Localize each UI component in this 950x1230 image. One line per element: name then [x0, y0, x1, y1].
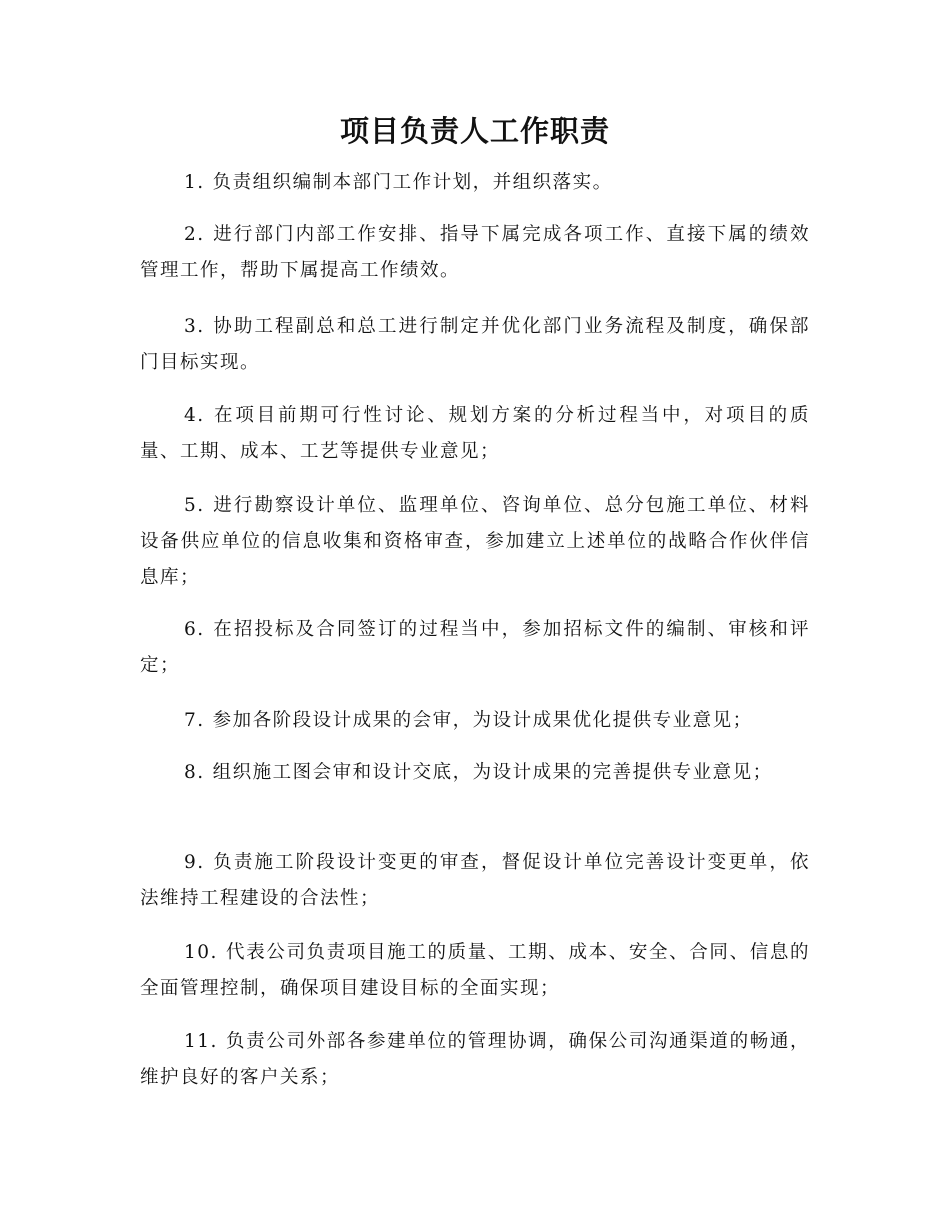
duty-item-7 — [140, 703, 810, 739]
duty-item-9 — [140, 845, 810, 917]
item-text: 进行部门内部工作安排、指导下属完成各项工作、直接下属的绩效管理工作，帮助下属提高工作绩效。 — [140, 224, 810, 281]
document-title: 项目负责人工作职责 — [339, 114, 610, 148]
item-number: 6. — [184, 619, 205, 640]
item-number: 1. — [184, 172, 205, 193]
item-text: 负责施工阶段设计变更的审查，督促设计单位完善设计变更单，依法维持工程建设的合法性； — [140, 852, 810, 909]
item-number: 11. — [184, 1031, 218, 1052]
duty-item-1 — [140, 165, 810, 201]
duty-item-11 — [140, 1024, 810, 1096]
item-text: 负责公司外部各参建单位的管理协调，确保公司沟通渠道的畅通，维护良好的客户关系； — [140, 1031, 810, 1088]
duty-item-6 — [140, 612, 810, 684]
item-number: 7. — [184, 710, 205, 731]
item-number: 9. — [184, 852, 205, 873]
duty-item-3 — [140, 309, 810, 381]
item-number: 4. — [184, 405, 205, 426]
item-number: 3. — [184, 316, 205, 337]
duty-item-5 — [140, 488, 810, 596]
item-text: 协助工程副总和总工进行制定并优化部门业务流程及制度，确保部门目标实现。 — [140, 316, 810, 373]
duty-item-10 — [140, 935, 810, 1007]
item-number: 2. — [184, 224, 205, 245]
duty-item-4 — [140, 398, 810, 470]
item-text: 参加各阶段设计成果的会审，为设计成果优化提供专业意见； — [212, 710, 753, 731]
item-text: 在招投标及合同签订的过程当中，参加招标文件的编制、审核和评定； — [140, 619, 810, 676]
item-number: 5. — [184, 495, 205, 516]
duty-item-8 — [140, 755, 810, 791]
item-number: 8. — [184, 762, 205, 783]
item-text: 在项目前期可行性讨论、规划方案的分析过程当中，对项目的质量、工期、成本、工艺等提供专业意见； — [140, 405, 810, 462]
item-text: 组织施工图会审和设计交底，为设计成果的完善提供专业意见； — [212, 762, 773, 783]
item-text: 负责组织编制本部门工作计划，并组织落实。 — [212, 172, 613, 193]
duty-item-2 — [140, 217, 810, 289]
item-text: 代表公司负责项目施工的质量、工期、成本、安全、合同、信息的全面管理控制，确保项目建设目标的全面实现； — [140, 942, 810, 999]
item-number: 10. — [184, 942, 218, 963]
item-text: 进行勘察设计单位、监理单位、咨询单位、总分包施工单位、材料设备供应单位的信息收集和资格审查，参加建立上述单位的战略合作伙伴信息库； — [140, 495, 810, 588]
